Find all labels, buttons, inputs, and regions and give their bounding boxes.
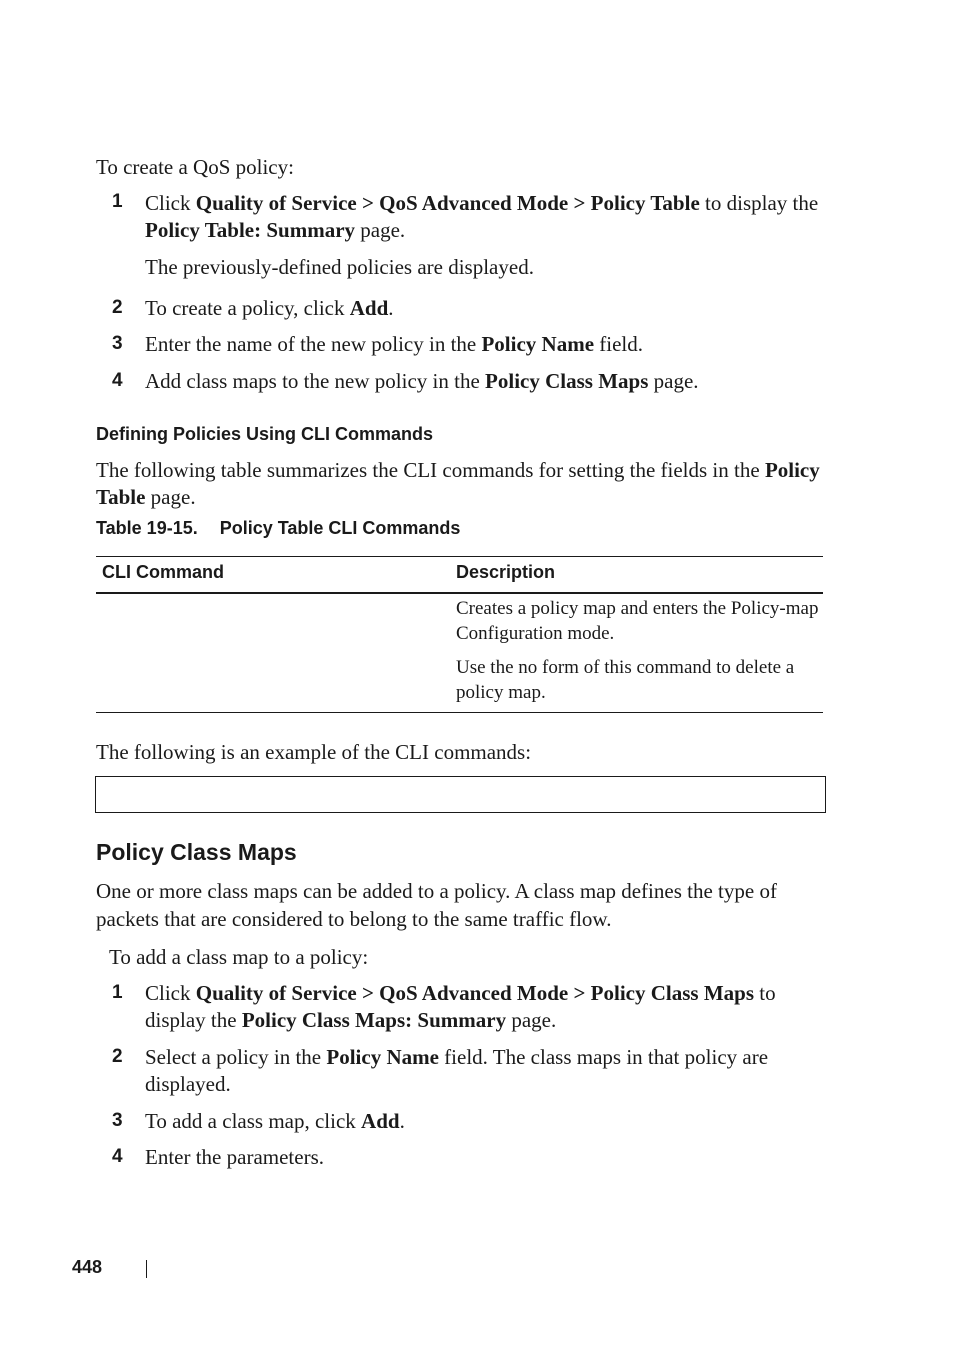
step-text: Select a policy in the Policy Name field. The class maps in that policy are displayed.: [145, 1045, 769, 1096]
step-number: 4: [112, 1146, 123, 1167]
table-header-description: Description: [456, 562, 556, 582]
table-header-command: CLI Command: [102, 562, 225, 582]
code-example-box: [95, 776, 826, 813]
section2-intro: To add a class map to a policy:: [109, 945, 369, 969]
step-text: Enter the name of the new policy in the Policy Name field.: [145, 332, 644, 356]
step-note: The previously-defined policies are displayed.: [145, 255, 534, 279]
table-top-rule: [96, 556, 823, 557]
table-cell-description: Use the no form of this command to delete a policy map.: [456, 657, 795, 703]
table-cell-description: Creates a policy map and enters the Policy-map Configuration mode.: [456, 598, 819, 644]
step-text: To create a policy, click Add.: [145, 296, 394, 320]
table-caption: Table 19-15. Policy Table CLI Commands: [96, 518, 461, 538]
step-text: Click Quality of Service > QoS Advanced Mode > Policy Class Maps to display the Policy Class Maps: Summary page.: [145, 981, 776, 1032]
table-bottom-rule: [96, 712, 823, 713]
subsection-heading: Defining Policies Using CLI Commands: [96, 424, 434, 444]
table-header-rule: [96, 592, 823, 594]
step-number: 4: [112, 370, 123, 391]
step-number: 1: [112, 982, 123, 1003]
step-text: Enter the parameters.: [145, 1145, 324, 1169]
page-number: 448: [72, 1257, 103, 1277]
step-text: To add a class map, click Add.: [145, 1109, 405, 1133]
step-number: 3: [112, 333, 123, 354]
step-text: Click Quality of Service > QoS Advanced Mode > Policy Table to display the Policy Table: Summary page.: [145, 191, 819, 242]
paragraph: One or more class maps can be added to a policy. A class map defines the type of packets that are considered to belong to the same traffic flow.: [96, 879, 777, 931]
paragraph: The following table summarizes the CLI commands for setting the fields in the Policy Table page.: [96, 458, 820, 509]
example-intro: The following is an example of the CLI commands:: [96, 740, 532, 764]
step-number: 1: [112, 191, 123, 212]
step-number: 2: [112, 1046, 123, 1067]
step-number: 2: [112, 297, 123, 318]
step-number: 3: [112, 1110, 123, 1131]
section1-intro: To create a QoS policy:: [96, 155, 294, 179]
footer-separator: [146, 1260, 147, 1278]
section-heading: Policy Class Maps: [96, 839, 297, 865]
step-text: Add class maps to the new policy in the Policy Class Maps page.: [145, 369, 699, 393]
